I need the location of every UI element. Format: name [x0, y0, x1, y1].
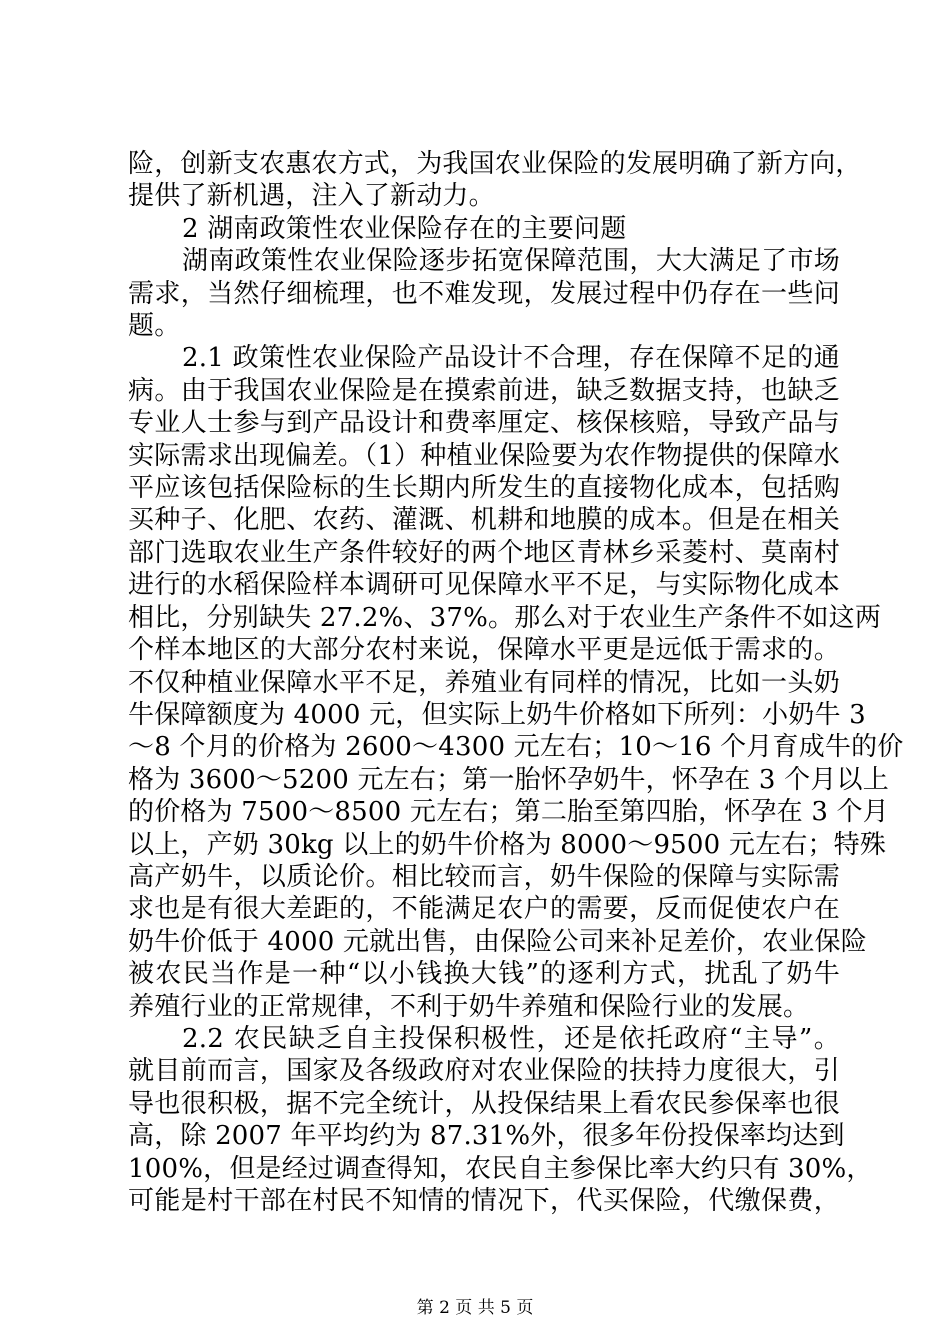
text-line: 提供了新机遇，注入了新动力。 [128, 181, 495, 212]
text-line: 牛保障额度为 4000 元，但实际上奶牛价格如下所列：小奶牛 3 [128, 699, 866, 730]
text-line: 平应该包括保险标的生长期内所发生的直接物化成本，包括购 [128, 473, 840, 504]
text-line: 湖南政策性农业保险逐步拓宽保障范围，大大满足了市场 [182, 246, 840, 277]
text-line: 相比，分别缺失 27.2%、37%。那么对于农业生产条件不如这两 [128, 602, 882, 633]
text-line: 被农民当作是一种“以小钱换大钱”的逐利方式，扰乱了奶牛 [128, 959, 840, 990]
text-line: 100%，但是经过调查得知，农民自主参保比率大约只有 30%， [128, 1153, 873, 1184]
text-line: 需求，当然仔细梳理，也不难发现，发展过程中仍存在一些问 [128, 278, 840, 309]
text-line: 2 湖南政策性农业保险存在的主要问题 [182, 213, 627, 244]
text-line: 进行的水稻保险样本调研可见保障水平不足，与实际物化成本 [128, 570, 840, 601]
text-line: 专业人士参与到产品设计和费率厘定、核保核赔，导致产品与 [128, 408, 840, 439]
text-line: 可能是村干部在村民不知情的情况下，代买保险，代缴保费， [128, 1186, 840, 1216]
text-line: 就目前而言，国家及各级政府对农业保险的扶持力度很大，引 [128, 1056, 840, 1087]
document-body [128, 148, 904, 1217]
text-line: 2.2 农民缺乏自主投保积极性，还是依托政府“主导”。 [182, 1023, 840, 1054]
text-line: 奶牛价低于 4000 元就出售，由保险公司来补足差价，农业保险 [128, 926, 867, 957]
text-line: 的价格为 7500～8500 元左右；第二胎至第四胎，怀孕在 3 个月 [128, 797, 889, 828]
text-line: 高产奶牛，以质论价。相比较而言，奶牛保险的保障与实际需 [128, 861, 840, 892]
text-line: 部门选取农业生产条件较好的两个地区青林乡采菱村、莫南村 [128, 537, 840, 568]
text-line: 导也很积极，据不完全统计，从投保结果上看农民参保率也很 [128, 1088, 840, 1119]
text-line: 病。由于我国农业保险是在摸索前进，缺乏数据支持，也缺乏 [128, 375, 840, 406]
text-line: 2.1 政策性农业保险产品设计不合理，存在保障不足的通 [182, 343, 840, 374]
text-line: 以上，产奶 30kg 以上的奶牛价格为 8000～9500 元左右；特殊 [128, 829, 887, 860]
text-line: 养殖行业的正常规律，不利于奶牛养殖和保险行业的发展。 [128, 991, 810, 1022]
text-line: 个样本地区的大部分农村来说，保障水平更是远低于需求的。 [128, 635, 840, 666]
text-line: 不仅种植业保障水平不足，养殖业有同样的情况，比如一头奶 [128, 667, 840, 698]
text-line: ～8 个月的价格为 2600～4300 元左右；10～16 个月育成牛的价 [128, 732, 904, 763]
text-line: 题。 [128, 311, 181, 342]
text-line: 格为 3600～5200 元左右；第一胎怀孕奶牛，怀孕在 3 个月以上 [128, 764, 889, 795]
text-line: 买种子、化肥、农药、灌溉、机耕和地膜的成本。但是在相关 [128, 505, 840, 536]
text-line: 求也是有很大差距的，不能满足农户的需要，反而促使农户在 [128, 894, 840, 925]
page-footer: 第 2 页 共 5 页 [416, 1298, 534, 1318]
text-line: 险，创新支农惠农方式，为我国农业保险的发展明确了新方向， [128, 149, 862, 179]
text-line: 实际需求出现偏差。（1）种植业保险要为农作物提供的保障水 [128, 440, 840, 471]
text-line: 高，除 2007 年平均约为 87.31%外，很多年份投保率均达到 [128, 1121, 845, 1152]
